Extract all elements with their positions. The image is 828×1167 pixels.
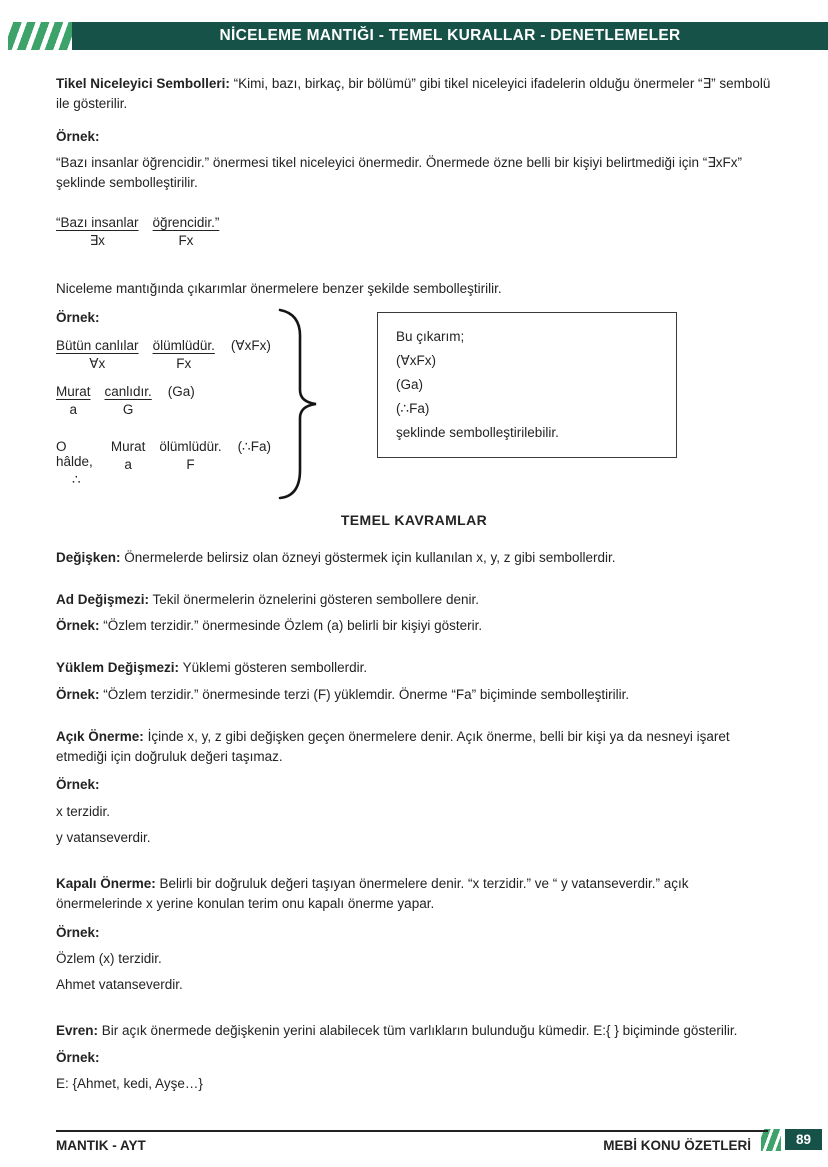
inference-example [56, 308, 772, 502]
definition-ad-text: Tekil önermelerin öznelerini gösteren sembollere denir. [152, 591, 479, 607]
evren-ornek-label: Örnek: [56, 1049, 100, 1065]
premise-2 [56, 384, 271, 417]
breakdown-part-2 [153, 215, 220, 248]
definition-acik-label: Açık Önerme: [56, 728, 144, 744]
conclusion-word-2: Murat [110, 438, 146, 454]
definition-yuklem-label: Yüklem Değişmezi: [56, 660, 180, 676]
premise-2-word-2: canlıdır. [104, 383, 152, 399]
tikel-example-text: “Bazı insanlar öğrencidir.” önermesi tikel niceleyici önermedir. Önermede özne belli bir kişiyi belirtmediği için “∃xFx” şeklinde sembolleştirilir. [56, 154, 743, 190]
definition-degisken-label: Değişken: [56, 549, 121, 565]
page-title: NİCELEME MANTIĞI - TEMEL KURALLAR - DENETLEMELER [72, 22, 828, 50]
inference-premises [56, 308, 271, 488]
tikel-definition-label: Tikel Niceleyici Sembolleri: [56, 76, 230, 91]
header-stripes-decoration [8, 22, 72, 50]
premise-2-symbol-1: a [69, 401, 78, 417]
tikel-definition [56, 74, 772, 115]
ornek-yuklem-text: “Özlem terzidir.” önermesinde terzi (F) yüklemdir. Önerme “Fa” biçiminde sembolleştirilir. [103, 686, 630, 702]
curly-brace [275, 306, 321, 502]
conclusion-word-1: O hâlde, [56, 438, 93, 469]
premise-1-symbol-1: ∀x [89, 355, 106, 371]
premise-1-symbol-2: Fx [176, 355, 192, 371]
definition-kapali-text: Belirli bir doğruluk değeri taşıyan önermelere denir. “x terzidir.” ve “ y vatanseverdir.” açık önermelerinde x yerine konulan terim onu kapalı önerme yapar. [56, 876, 689, 912]
tikel-breakdown [56, 215, 772, 249]
evren-example: E: {Ahmet, kedi, Ayşe…} [56, 1075, 203, 1091]
kapali-ornek-label: Örnek: [56, 924, 100, 940]
ornek-yuklem-label: Örnek: [56, 686, 100, 702]
footer-course-label: MANTIK - AYT [56, 1138, 146, 1153]
conclusion-part-3 [159, 439, 221, 472]
breakdown-word-1: “Bazı insanlar [56, 215, 139, 231]
footer-row [56, 1130, 822, 1153]
definition-ad-degismezi [56, 590, 772, 610]
premise-1-word-2: ölümlüdür. [152, 337, 215, 353]
breakdown-part-1 [56, 215, 139, 249]
conclusion-word-3: ölümlüdür. [159, 438, 222, 454]
symbolization-box [377, 312, 677, 458]
box-line-3: (Ga) [396, 376, 423, 392]
definition-degisken [56, 548, 772, 568]
tikel-ornek-label: Örnek: [56, 128, 100, 144]
ornek-ad-label: Örnek: [56, 618, 100, 633]
ornek-ad-degismezi [56, 616, 772, 636]
definition-yuklem-degismezi [56, 658, 772, 678]
definition-yuklem-text: Yüklemi gösteren sembollerdir. [182, 660, 368, 676]
premise-1-annotation: (∀xFx) [230, 337, 271, 353]
footer-divider [56, 1130, 768, 1132]
conclusion [56, 439, 271, 488]
premise-1 [56, 338, 271, 372]
kapali-example-2: Ahmet vatanseverdir. [56, 977, 183, 992]
premise-1-part-1 [56, 338, 139, 372]
ornek-ad-text: “Özlem terzidir.” önermesinde Özlem (a) belirli bir kişiyi gösterir. [103, 618, 483, 633]
premise-2-part-2 [105, 384, 152, 417]
breakdown-symbol-2: Fx [178, 233, 194, 249]
page-content [0, 50, 828, 1094]
premise-2-symbol-2: G [122, 401, 134, 417]
premise-2-word-1: Murat [56, 383, 91, 399]
breakdown-word-2: öğrencidir.” [152, 215, 220, 231]
definition-evren-text: Bir açık önermede değişkenin yerini alabilecek tüm varlıkların bulunduğu kümedir. E:{ } biçiminde gösterilir. [101, 1023, 738, 1039]
conclusion-annotation: (∴Fa) [237, 438, 271, 454]
acik-ornek-label: Örnek: [56, 777, 100, 793]
definition-evren [56, 1021, 772, 1041]
breakdown-symbol-1: ∃x [89, 233, 105, 249]
acik-example-1: x terzidir. [56, 803, 111, 819]
ornek-yuklem-degismezi [56, 685, 772, 705]
conclusion-part-2 [111, 439, 146, 472]
definition-acik-onerme [56, 727, 772, 768]
tikel-definition-text: “Kimi, bazı, birkaç, bir bölümü” gibi tikel niceleyici ifadelerin olduğu önermeler “∃” sembolü ile gösterilir. [56, 76, 771, 112]
definition-ad-label: Ad Değişmezi: [56, 591, 150, 607]
conclusion-symbol-3: F [186, 456, 195, 472]
page-footer [56, 1130, 822, 1153]
definition-evren-label: Evren: [56, 1023, 99, 1039]
definition-degisken-text: Önermelerde belirsiz olan özneyi göstermek için kullanılan x, y, z gibi sembollerdir. [124, 549, 616, 565]
page-number-badge: 89 [785, 1129, 822, 1150]
inference-intro: Niceleme mantığında çıkarımlar önermelere benzer şekilde sembolleştirilir. [56, 281, 502, 297]
box-line-5: şeklinde sembolleştirilebilir. [396, 424, 559, 440]
definition-kapali-onerme [56, 874, 772, 915]
acik-example-2: y vatanseverdir. [56, 829, 151, 845]
premise-2-annotation: (Ga) [167, 383, 195, 399]
conclusion-symbol-1: ∴ [72, 471, 81, 487]
definition-acik-text: İçinde x, y, z gibi değişken geçen önermelere denir. Açık önerme, belli bir kişi ya da nesneyi işaret etmediği için doğruluk değeri taşımaz. [56, 728, 730, 764]
section-heading-temel-kavramlar: TEMEL KAVRAMLAR [340, 511, 488, 528]
kapali-example-1: Özlem (x) terzidir. [56, 950, 162, 966]
definition-kapali-label: Kapalı Önerme: [56, 876, 156, 891]
conclusion-part-1 [56, 439, 97, 488]
conclusion-symbol-2: a [124, 456, 132, 472]
page-header [8, 22, 828, 50]
footer-series-label: MEBİ KONU ÖZETLERİ [603, 1138, 751, 1153]
inference-ornek-label: Örnek: [56, 309, 100, 325]
premise-2-part-1 [56, 384, 91, 417]
box-line-4: (∴Fa) [396, 400, 430, 416]
premise-1-part-2 [153, 338, 215, 371]
premise-1-word-1: Bütün canlılar [56, 337, 139, 353]
box-line-1: Bu çıkarım; [396, 328, 465, 344]
box-line-2: (∀xFx) [396, 352, 436, 368]
